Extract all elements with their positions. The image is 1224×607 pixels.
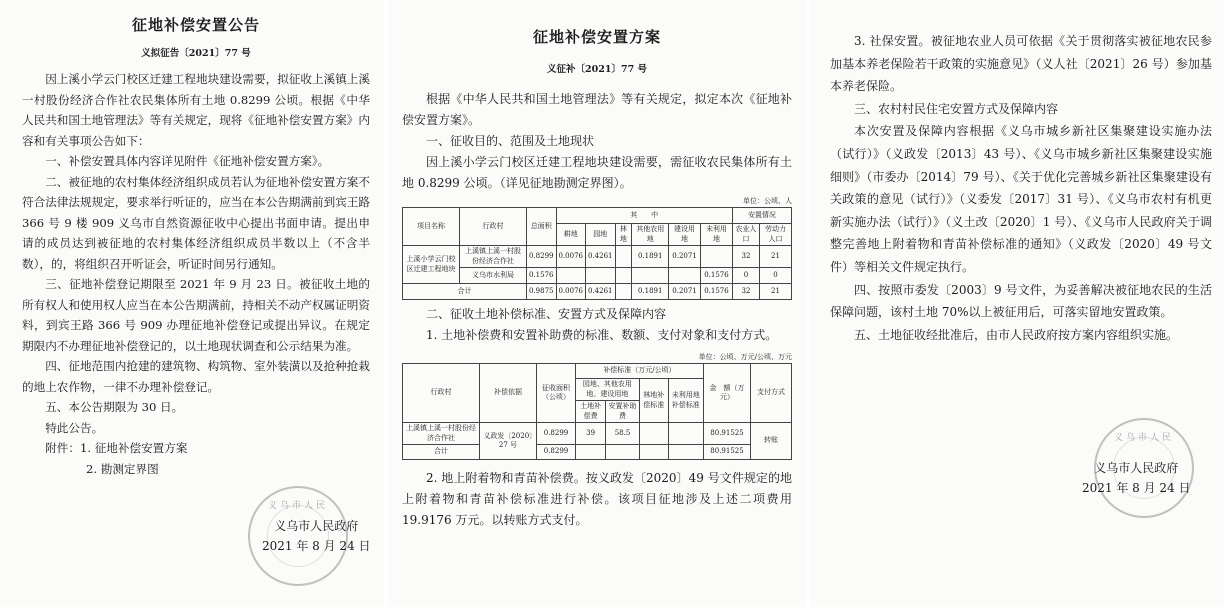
table-cell: 21	[760, 284, 792, 300]
attachment-line-2: 2. 勘测定界图	[86, 461, 159, 476]
table-cell: 0.2071	[669, 284, 701, 300]
table-cell: 0.1891	[632, 284, 669, 300]
announcement-paragraph: 四、征地范围内抢建的建筑物、构筑物、室外装潢以及抢种抢栽的地上农作物，一律不办理补偿登记。	[22, 359, 370, 394]
plan-doc-number: 义征补〔2021〕77 号	[547, 64, 647, 75]
section-2-item-2: 2. 地上附着物和青苗补偿费。按义政发〔2020〕49 号文件规定的地上附着物和青苗补偿标准进行补偿。该项目征地涉及上述二项费用 19.9176 万元。以转账方式支付。	[402, 471, 792, 527]
table-cell	[639, 423, 668, 445]
table-total-row	[403, 284, 792, 300]
plan-paragraph: 本次安置及保障内容根据《义乌市城乡新社区集聚建设实施办法（试行）》（义政发〔2013〕43 号）、《义乌市城乡新社区集聚建设实施细则》（市委办〔2014〕79 号）、《关于优化完善城乡新社区集聚建设有关政策的意见（试行）》（义委发〔2017〕31 号）、《义乌市农村有机更新实施办法（试行）》（义土改〔2020〕1 号）、《义乌市人民政府关于调整完善地上附着物和青苗补偿标准的通知》（义政发〔2020〕49 号文件）等相关文件规定执行。	[830, 124, 1212, 274]
plan-paragraph: 四、按照市委发〔2003〕9 号文件，为妥善解决被征地农民的生活保障问题，该村土地 70%以上被征用后，可落实留地安置政策。	[830, 282, 1212, 320]
plan-signature: 义乌市人民政府	[1094, 461, 1179, 475]
seal-text: 义乌市人民	[267, 501, 328, 511]
announcement-signature-block	[262, 516, 371, 556]
table-cell: 39	[576, 423, 606, 445]
announcement-date: 2021 年 8 月 24 日	[262, 539, 371, 553]
table-cell	[668, 423, 703, 445]
table-cell: 80.91525	[704, 445, 751, 460]
seal-text: 义乌市人民	[1113, 433, 1174, 443]
table-cell	[700, 246, 732, 268]
land-status-table	[402, 207, 792, 300]
table-cell: 32	[732, 284, 759, 300]
announcement-page	[0, 0, 384, 607]
table-cell: 0.8299	[537, 423, 576, 445]
announcement-paragraph: 一、补偿安置具体内容详见附件《征地补偿安置方案》。	[45, 154, 330, 168]
th-sub: 未利用地	[700, 224, 732, 246]
announcement-paragraph: 五、本公告期限为 30 日。	[45, 400, 184, 414]
table-cell	[615, 268, 632, 284]
th-sub: 劳动力人口	[760, 224, 792, 246]
plan-intro: 根据《中华人民共和国土地管理法》等有关规定，拟定本次《征地补偿安置方案》。	[402, 92, 792, 127]
table-2-unit: 单位：公顷、万元/公顷、万元	[698, 353, 792, 361]
announcement-paragraph: 三、征地补偿登记期限至 2021 年 9 月 23 日。被征收土地的所有权人和使用权人应当在本公告期满前，持相关不动产权属证明资料，到宾王路 366 号 909 办理征地补偿登记或提出异议。在规定期限内不办理征地补偿登记的，以土地现状调查和公示结果为准。	[22, 277, 370, 353]
table-cell: 0.1576	[527, 268, 557, 284]
plan-paragraph: 3. 社保安置。被征地农业人员可依据《关于贯彻落实被征地农民参加基本养老保险若干政策的实施意见》（义人社〔2021〕26 号）参加基本养老保险。	[830, 34, 1212, 94]
table-cell: 合计	[403, 445, 480, 460]
table-cell: 0.0076	[556, 246, 586, 268]
plan-paragraph: 三、农村村民住宅安置方式及保障内容	[854, 101, 1059, 116]
section-2-heading: 二、征收土地补偿标准、安置方式及保障内容	[426, 307, 667, 321]
table-row	[403, 246, 792, 268]
announcement-title: 征地补偿安置公告	[131, 16, 260, 34]
th-unused: 未利用地补偿标准	[668, 379, 703, 423]
th-item: 项目名称	[403, 208, 460, 246]
table-cell: 义政发〔2020〕27 号	[480, 423, 537, 460]
th-sub: 园地	[586, 224, 616, 246]
th-group: 园地、其他农用地、建设用地	[576, 379, 640, 401]
table-cell: 0.0076	[556, 284, 586, 300]
table-cell: 上溪小学云门校区迁建工程地块	[403, 246, 460, 284]
table-cell	[576, 445, 606, 460]
table-cell: 义乌市水利局	[460, 268, 527, 284]
table-cell	[669, 268, 701, 284]
table-cell: 80.91525	[704, 423, 751, 445]
section-2-item-1: 1. 土地补偿费和安置补助费的标准、数额、支付对象和支付方式。	[426, 328, 778, 342]
table-cell: 上溪镇上溪一村股份经济合作社	[460, 246, 527, 268]
attachment-line-1: 附件：1. 征地补偿安置方案	[45, 441, 188, 455]
table-cell: 0.1576	[700, 284, 732, 300]
plan-continued-page	[810, 0, 1224, 607]
th-land-comp: 土地补偿费	[576, 401, 606, 423]
section-1-heading: 一、征收目的、范围及土地现状	[426, 134, 595, 148]
announcement-paragraph: 特此公告。	[45, 420, 104, 435]
plan-signature-block	[1082, 458, 1191, 498]
th-village: 行政村	[403, 364, 480, 423]
table-cell	[556, 268, 586, 284]
th-sub: 其他农用地	[632, 224, 669, 246]
th-basis: 补偿依据	[480, 364, 537, 423]
table-cell	[615, 284, 632, 300]
table-row	[403, 423, 792, 445]
th-forest: 林地补偿标准	[639, 379, 668, 423]
table-cell	[606, 445, 640, 460]
th-resettle-sub: 安置补助费	[606, 401, 640, 423]
table-cell: 0.1891	[632, 246, 669, 268]
plan-page	[388, 0, 806, 607]
table-cell: 0.1576	[700, 268, 732, 284]
section-1-text: 因上溪小学云门校区迁建工程地块建设需要，需征收农民集体所有土地 0.8299 公顷。（详见征地勘测定界图）。	[402, 155, 792, 190]
table-cell: 0	[732, 268, 759, 284]
th-sub: 农业人口	[732, 224, 759, 246]
th-sub: 耕地	[556, 224, 586, 246]
compensation-table	[402, 363, 792, 460]
table-cell: 32	[732, 246, 759, 268]
table-cell	[639, 445, 668, 460]
table-cell	[632, 268, 669, 284]
th-of-which: 其 中	[556, 208, 732, 224]
table-cell: 0.2071	[669, 246, 701, 268]
table-cell: 上溪镇上溪一村股份经济合作社	[403, 423, 480, 445]
table-cell: 0.8299	[527, 246, 557, 268]
plan-paragraph: 五、土地征收经批准后，由市人民政府按方案内容组织实施。	[854, 327, 1179, 342]
table-cell: 58.5	[606, 423, 640, 445]
table-row	[403, 268, 792, 284]
table-cell: 0.8299	[537, 445, 576, 460]
th-sub: 建设用地	[669, 224, 701, 246]
table-1-unit: 单位：公顷、人	[743, 197, 792, 205]
table-cell	[586, 268, 616, 284]
announcement-paragraph: 二、被征地的农村集体经济组织成员若认为征地补偿安置方案不符合法律法规规定，要求举行听证的，应当在本公告期满前到宾王路 366 号 9 楼 909 义乌市自然资源征收中心提出书面申请。提出申请的成员达到被征地的农村集体经济组织成员半数以上（不含半数），的，将组织召开听证会，听证时间另行通知。	[22, 174, 370, 271]
th-area: 征收面积（公顷）	[537, 364, 576, 423]
plan-date: 2021 年 8 月 24 日	[1082, 481, 1191, 495]
table-cell: 21	[760, 246, 792, 268]
announcement-paragraph: 因上溪小学云门校区迁建工程地块建设需要，拟征收上溪镇上溪一村股份经济合作社农民集体所有土地 0.8299 公顷。根据《中华人民共和国土地管理法》等有关规定，现将《征地补偿安置方案》内容和有关事项公告如下：	[22, 72, 370, 148]
th-village: 行政村	[460, 208, 527, 246]
table-cell	[615, 246, 632, 268]
th-resettle: 安置情况	[732, 208, 791, 224]
th-total: 总面积	[527, 208, 557, 246]
th-payment: 支付方式	[751, 364, 792, 423]
table-cell: 合计	[403, 284, 527, 300]
table-cell: 0	[760, 268, 792, 284]
table-cell	[668, 445, 703, 460]
th-standard: 补偿标准（万元/公顷）	[576, 364, 704, 379]
th-amount: 金 额（万元）	[704, 364, 751, 423]
table-cell: 0.4261	[586, 284, 616, 300]
announcement-doc-number: 义拟征告〔2021〕77 号	[141, 48, 251, 59]
table-cell: 转账	[751, 423, 792, 460]
table-cell: 0.9875	[527, 284, 557, 300]
table-total-row	[403, 445, 792, 460]
th-sub: 林地	[615, 224, 632, 246]
table-cell: 0.4261	[586, 246, 616, 268]
announcement-signature: 义乌市人民政府	[274, 519, 359, 533]
plan-title: 征地补偿安置方案	[532, 28, 661, 46]
